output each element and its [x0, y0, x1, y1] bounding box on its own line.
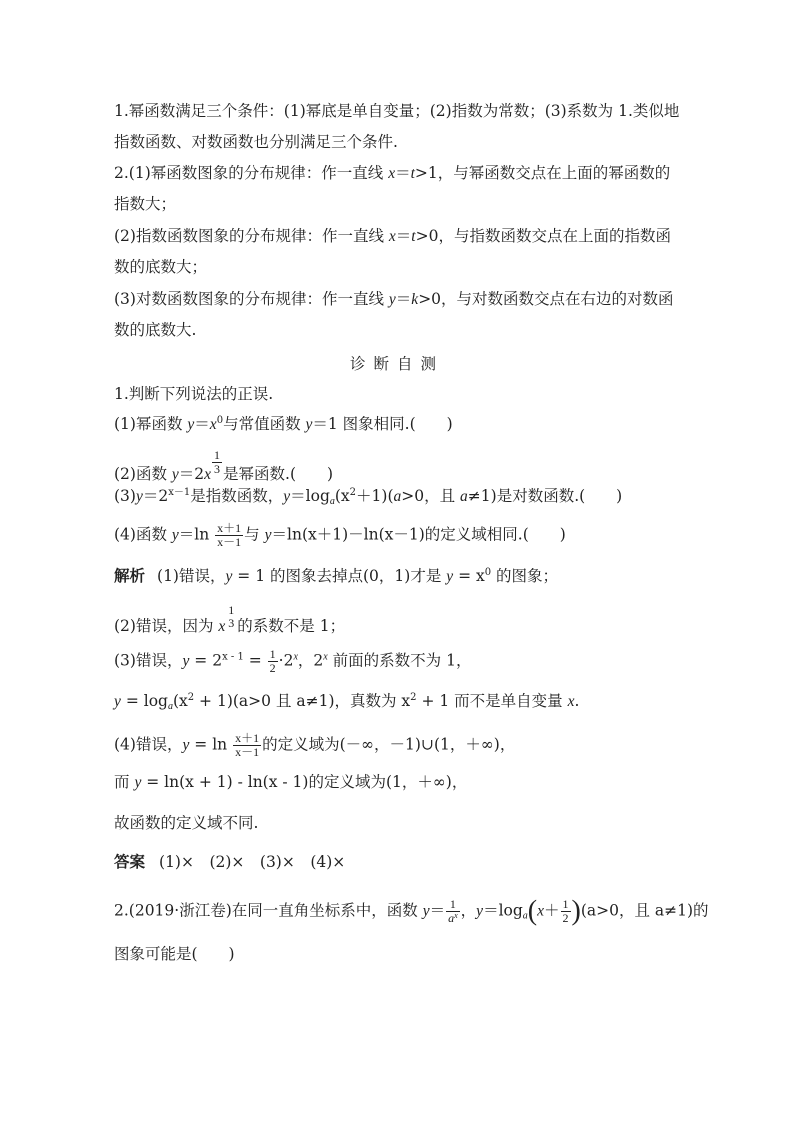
analysis-4: (4)错误，y = ln $\frac{x+1}{x-1}$ 的定义域为(－∞，－1)∪(1，＋∞)，	[114, 731, 516, 759]
question-2-cont: 图象可能是( )	[114, 945, 235, 963]
analysis-2: (2)错误，因为 x 1 3 的系数不是 1；	[114, 603, 346, 635]
note-line: (3)对数函数图象的分布规律：作一直线 y＝k>0，与对数函数交点在右边的对数函	[114, 290, 674, 308]
statement-1: (1)幂函数 $y=x^0$与常值函数 y＝1 图象相同.( )	[114, 415, 453, 433]
note-line: 数的底数大.	[114, 321, 197, 339]
analysis-conclusion: 故函数的定义域不同.	[114, 814, 259, 832]
section-heading: 诊断自测	[349, 355, 444, 373]
analysis-1: 解析 (1)错误，y = 1 的图象去掉点(0，1)才是 $y = x^0$ 的图象；	[114, 567, 559, 585]
statement-2: (2)函数 y＝2x $\frac{1}{3}$ 是幂函数.( )	[114, 448, 334, 483]
note-line: 指数大；	[114, 195, 177, 213]
answer-label: 答案	[114, 853, 146, 871]
note-line: 数的底数大；	[114, 258, 208, 276]
question-2: 2.(2019·浙江卷)在同一直角坐标系中，函数 y＝ $\frac{1}{a^x}$ ，$y=\log_a(x+$ $\frac{1}{2}$ )(a>0，且 a≠1)的	[114, 895, 709, 927]
analysis-4-cont: 而 y = ln(x + 1) - ln(x - 1)的定义域为(1，＋∞)，	[114, 773, 468, 791]
note-line: 2.(1)幂函数图象的分布规律：作一直线 x＝t>1，与幂函数交点在上面的幂函数的	[114, 164, 671, 182]
analysis-3: (3)错误，$y = 2^{x - 1}$ = $\frac{1}{2}$ $\cdot 2^x$，2$^x$ 前面的系数不为 1，	[114, 647, 472, 675]
note-line: (2)指数函数图象的分布规律：作一直线 x＝t>0，与指数函数交点在上面的指数函	[114, 227, 671, 245]
analysis-3-cont: $y = \log_a(x^2 + 1)(a>0$ 且 a≠1)，真数为 $x^2 + 1$ 而不是单自变量 x.	[114, 692, 580, 712]
statement-4: (4)函数 y＝ln $\frac{x+1}{x-1}$ 与 y＝ln(x＋1)－ln(x－1)的定义域相同.( )	[114, 521, 566, 549]
statement-3: $(3)y=2^{x-1}$是指数函数，$y=\log_a(x^2+1)(a>0$，且 a≠1)是对数函数.( )	[114, 487, 623, 507]
note-line: 1.幂函数满足三个条件：(1)幂底是单自变量；(2)指数为常数；(3)系数为 1.类似地	[114, 102, 680, 120]
note-line: 指数函数、对数函数也分别满足三个条件.	[114, 133, 398, 151]
analysis-label: 解析	[114, 567, 146, 585]
answer-line: 答案 (1)× (2)× (3)× (4)×	[114, 853, 346, 871]
question-1-title: 1.判断下列说法的正误.	[114, 385, 274, 403]
